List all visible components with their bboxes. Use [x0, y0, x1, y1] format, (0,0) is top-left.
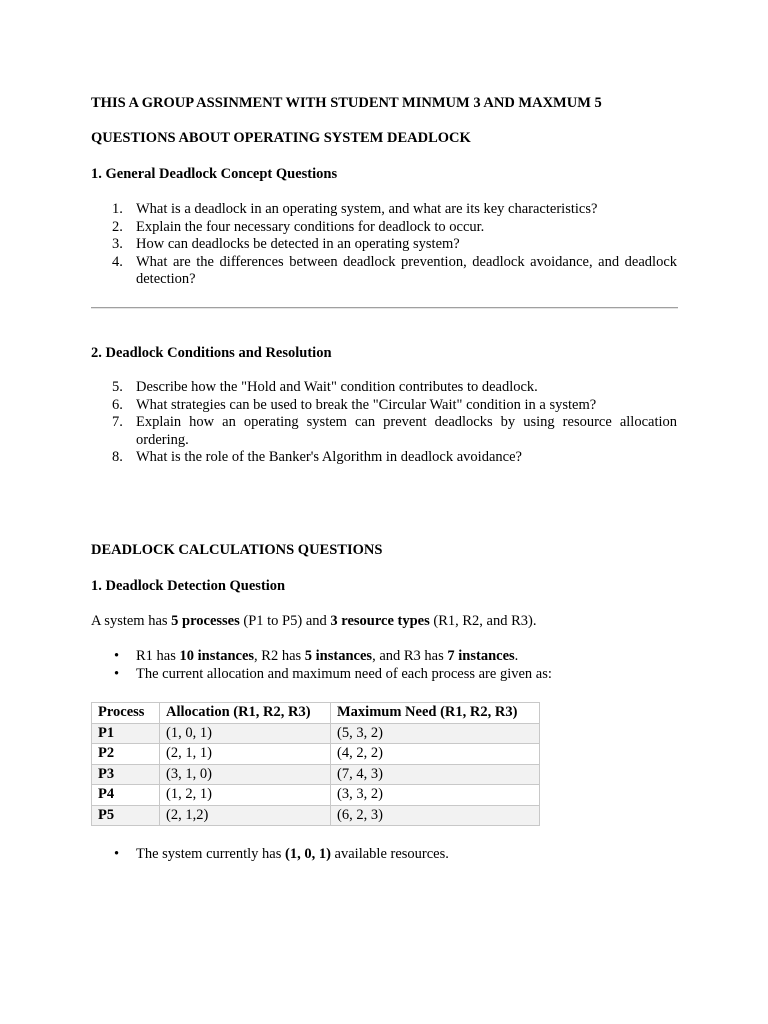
calc-title: DEADLOCK CALCULATIONS QUESTIONS — [91, 542, 383, 558]
allocation-cell: (3, 1, 0) — [160, 764, 331, 785]
list-item: 1. What is a deadlock in an operating system, and what are its key characteristics? — [112, 201, 598, 217]
max-need-cell: (6, 2, 3) — [331, 805, 540, 826]
list-item: 3. How can deadlocks be detected in an operating system? — [112, 236, 460, 252]
process-cell: P1 — [92, 723, 160, 744]
column-header: Allocation (R1, R2, R3) — [160, 703, 331, 724]
table-row — [92, 744, 540, 765]
allocation-cell: (1, 0, 1) — [160, 723, 331, 744]
section2-list — [91, 379, 677, 467]
max-need-cell: (5, 3, 2) — [331, 723, 540, 744]
table-row — [92, 764, 540, 785]
table-row — [92, 805, 540, 826]
process-cell: P3 — [92, 764, 160, 785]
process-cell: P4 — [92, 785, 160, 806]
section2-title: 2. Deadlock Conditions and Resolution — [91, 345, 332, 361]
process-cell: P5 — [92, 805, 160, 826]
table-header-row — [92, 703, 540, 724]
max-need-cell: (3, 3, 2) — [331, 785, 540, 806]
column-header: Maximum Need (R1, R2, R3) — [331, 703, 540, 724]
list-item: • R1 has 10 instances, R2 has 5 instances, and R3 has 7 instances. — [114, 648, 519, 664]
calc-intro: A system has 5 processes (P1 to P5) and 3 resource types (R1, R2, and R3). — [91, 613, 537, 629]
list-item: 5. Describe how the "Hold and Wait" condition contributes to deadlock. — [112, 379, 538, 395]
column-header: Process — [92, 703, 160, 724]
list-item: • The system currently has (1, 0, 1) available resources. — [114, 846, 449, 862]
section1-title: 1. General Deadlock Concept Questions — [91, 166, 338, 182]
calc-bullets — [91, 648, 677, 683]
table-row — [92, 785, 540, 806]
allocation-cell: (2, 1, 1) — [160, 744, 331, 765]
section-divider — [91, 307, 678, 309]
list-item: 2. Explain the four necessary conditions for deadlock to occur. — [112, 218, 485, 235]
allocation-cell: (1, 2, 1) — [160, 785, 331, 806]
max-need-cell: (7, 4, 3) — [331, 764, 540, 785]
questions-title: QUESTIONS ABOUT OPERATING SYSTEM DEADLOCK — [91, 130, 471, 146]
calc-subtitle: 1. Deadlock Detection Question — [91, 578, 286, 594]
list-item: 8. What is the role of the Banker's Algorithm in deadlock avoidance? — [112, 449, 522, 465]
process-cell: P2 — [92, 744, 160, 765]
max-need-cell: (4, 2, 2) — [331, 744, 540, 765]
table-row — [92, 723, 540, 744]
group-assignment-line: THIS A GROUP ASSINMENT WITH STUDENT MINMUM 3 AND MAXMUM 5 — [91, 95, 602, 111]
section1-list — [91, 201, 677, 289]
allocation-table — [91, 702, 540, 826]
list-item: 4. What are the differences between deadlock prevention, deadlock avoidance, and deadlock detection? — [112, 253, 677, 287]
list-item: 7. Explain how an operating system can prevent deadlocks by using resource allocation ordering. — [112, 414, 677, 448]
allocation-cell: (2, 1,2) — [160, 805, 331, 826]
list-item: 6. What strategies can be used to break the "Circular Wait" condition in a system? — [112, 396, 597, 413]
list-item: • The current allocation and maximum need of each process are given as: — [114, 665, 552, 682]
available-resources-bullet — [91, 846, 677, 864]
